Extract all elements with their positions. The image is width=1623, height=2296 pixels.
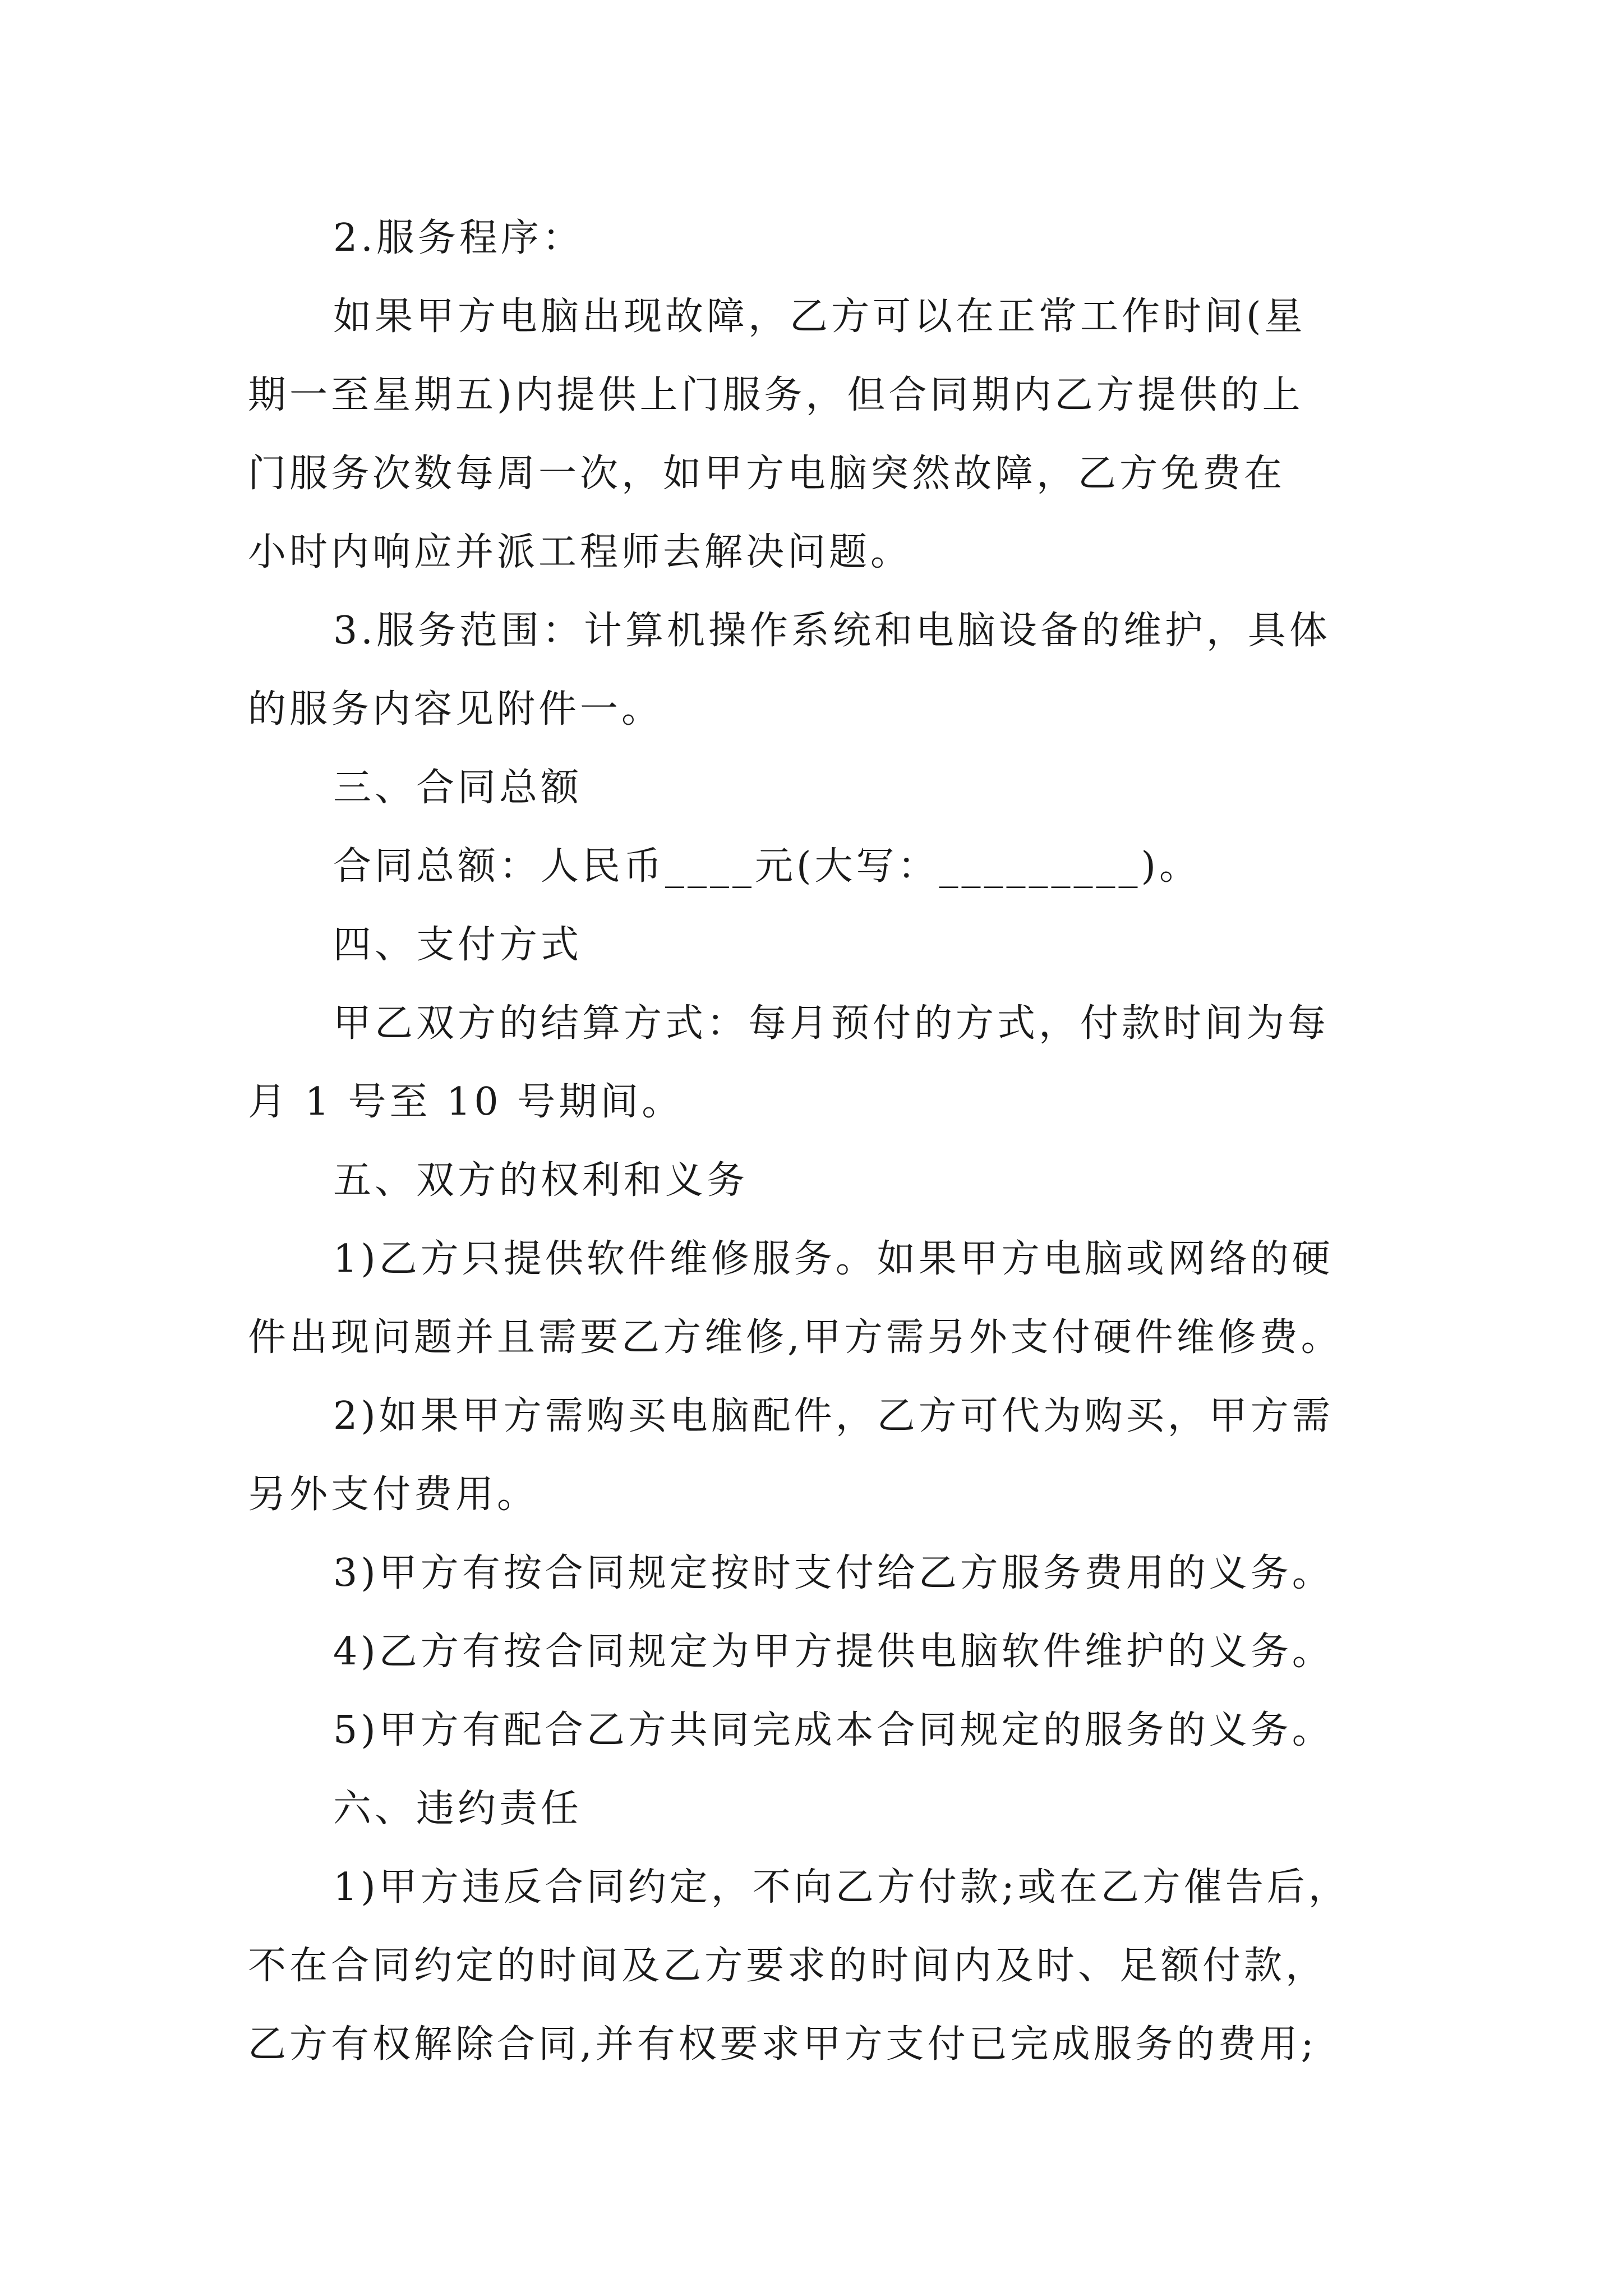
text-line: 4)乙方有按合同规定为甲方提供电脑软件维护的义务。 bbox=[333, 1630, 1334, 1674]
text-line: 如果甲方电脑出现故障，乙方可以在正常工作时间(星 bbox=[333, 295, 1306, 339]
text-line: 六、违约责任 bbox=[333, 1787, 583, 1831]
paragraph-p4 bbox=[248, 749, 1386, 827]
paragraph-p15 bbox=[248, 1848, 1386, 2084]
paragraph-p12 bbox=[248, 1613, 1386, 1691]
text-line: 乙方有权解除合同,并有权要求甲方支付已完成服务的费用; bbox=[248, 2022, 1317, 2067]
paragraph-p9 bbox=[248, 1220, 1386, 1377]
paragraph-p7 bbox=[248, 984, 1386, 1142]
document-body bbox=[248, 199, 1386, 2084]
text-line: 五、双方的权利和义务 bbox=[333, 1158, 749, 1203]
text-line: 2)如果甲方需购买电脑配件，乙方可代为购买，甲方需 bbox=[333, 1394, 1334, 1438]
paragraph-p14 bbox=[248, 1770, 1386, 1848]
text-line: 1)乙方只提供软件维修服务。如果甲方电脑或网络的硬 bbox=[333, 1237, 1334, 1281]
paragraph-p2 bbox=[248, 278, 1386, 592]
text-line: 2.服务程序： bbox=[333, 216, 584, 260]
text-line: 四、支付方式 bbox=[333, 923, 583, 967]
paragraph-p3 bbox=[248, 592, 1386, 749]
paragraph-p6 bbox=[248, 906, 1386, 984]
text-line: 合同总额：人民币____元(大写：_________)。 bbox=[333, 844, 1201, 889]
paragraph-p11 bbox=[248, 1534, 1386, 1613]
text-line: 1)甲方违反合同约定，不向乙方付款;或在乙方催告后， bbox=[333, 1865, 1350, 1910]
text-line: 不在合同约定的时间及乙方要求的时间内及时、足额付款， bbox=[248, 1944, 1327, 1988]
paragraph-p10 bbox=[248, 1377, 1386, 1534]
text-line: 门服务次数每周一次，如甲方电脑突然故障，乙方免费在 bbox=[248, 452, 1286, 496]
text-line: 3.服务范围：计算机操作系统和电脑设备的维护，具体 bbox=[333, 609, 1331, 653]
paragraph-p13 bbox=[248, 1691, 1386, 1770]
text-line: 三、合同总额 bbox=[333, 766, 583, 810]
text-line: 甲乙双方的结算方式：每月预付的方式，付款时间为每 bbox=[333, 1001, 1330, 1046]
text-line: 的服务内容见附件一。 bbox=[248, 687, 663, 731]
text-line: 3)甲方有按合同规定按时支付给乙方服务费用的义务。 bbox=[333, 1551, 1334, 1595]
paragraph-p8 bbox=[248, 1142, 1386, 1220]
text-line: 小时内响应并派工程师去解决问题。 bbox=[248, 530, 912, 574]
paragraph-p1 bbox=[248, 199, 1386, 278]
text-line: 件出现问题并且需要乙方维修,甲方需另外支付硬件维修费。 bbox=[248, 1315, 1343, 1360]
text-line: 另外支付费用。 bbox=[248, 1473, 539, 1517]
text-line: 期一至星期五)内提供上门服务，但合同期内乙方提供的上 bbox=[248, 373, 1304, 417]
text-line: 5)甲方有配合乙方共同完成本合同规定的服务的义务。 bbox=[333, 1708, 1334, 1752]
paragraph-p5 bbox=[248, 827, 1386, 906]
text-line: 月 1 号至 10 号期间。 bbox=[248, 1080, 684, 1124]
